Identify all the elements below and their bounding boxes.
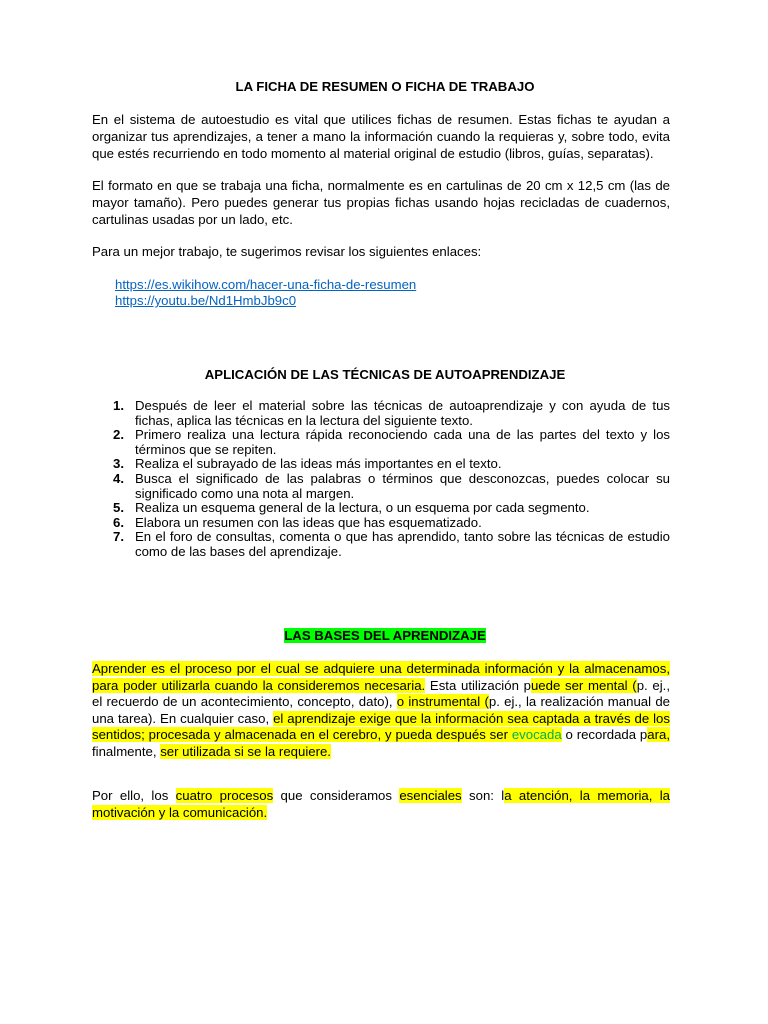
plain-text: son: l — [461, 788, 505, 803]
link-wikihow[interactable]: https://es.wikihow.com/hacer-una-ficha-de-resumen — [115, 277, 417, 292]
step-text: Después de leer el material sobre las técnicas de autoaprendizaje y con ayuda de tus fichas, aplica las técnicas en la lectura del siguiente texto. — [135, 398, 670, 428]
highlighted-text: sentidos; procesada y almacenada en el cerebro, y pueda después ser — [92, 727, 512, 743]
plain-text: que consideramos — [273, 788, 400, 803]
highlighted-text: a atención, la memoria, la — [504, 788, 671, 803]
steps-list — [92, 399, 670, 560]
highlighted-text: ara, — [647, 727, 670, 743]
highlighted-text: ser utilizada si se la requiere. — [160, 743, 331, 759]
green-highlighted-text: evocada — [511, 727, 562, 743]
bases-title-text: LAS BASES DEL APRENDIZAJE — [284, 628, 486, 643]
step-number: 7. — [113, 529, 124, 545]
plain-text: p. ej., la realización manual de — [488, 694, 670, 710]
step-number: 4. — [113, 470, 124, 486]
link-youtube[interactable]: https://youtu.be/Nd1HmbJb9c0 — [115, 293, 297, 308]
step-text: Realiza un esquema general de la lectura, o un esquema por cada segmento. — [135, 500, 590, 516]
list-item — [92, 472, 670, 501]
step-number: 2. — [113, 427, 124, 443]
plain-text: Esta utilización p — [425, 677, 531, 693]
section-title-aplicacion: APLICACIÓN DE LAS TÉCNICAS DE AUTOAPRENDIZAJE — [204, 367, 566, 382]
paragraph-line — [92, 727, 670, 744]
paragraph-line — [92, 744, 670, 761]
step-number: 3. — [113, 456, 124, 472]
plain-text: el recuerdo de un acontecimiento, concepto, dato), — [92, 694, 397, 710]
step-text: Realiza el subrayado de las ideas más importantes en el texto. — [135, 456, 502, 472]
links-list — [115, 277, 416, 309]
highlighted-text: para poder utilizarla cuando la consideremos necesaria. — [92, 677, 426, 693]
highlighted-text: o instrumental ( — [396, 694, 489, 710]
highlighted-text: uede ser mental ( — [530, 677, 637, 693]
paragraph-aprender — [92, 661, 670, 761]
plain-text: finalmente, — [92, 743, 161, 759]
step-text: En el foro de consultas, comenta o que has aprendido, tanto sobre las técnicas de estudio como de las bases del aprendizaje. — [135, 529, 670, 559]
step-text: Busca el significado de las palabras o términos que desconozcas, puedes colocar su significado como una nota al margen. — [135, 470, 670, 501]
highlighted-text: motivación y la comunicación. — [92, 805, 268, 820]
paragraph-line — [92, 787, 670, 804]
highlighted-text: el aprendizaje exige que la información sea captada a través de los — [273, 710, 670, 726]
step-text: Elabora un resumen con las ideas que has esquematizado. — [135, 514, 482, 530]
list-item — [92, 399, 670, 428]
list-item — [92, 501, 670, 516]
step-number: 6. — [113, 514, 124, 530]
step-text: Primero realiza una lectura rápida reconociendo cada una de las partes del texto y los términos que se repiten. — [135, 427, 670, 457]
paragraph-line — [92, 678, 670, 695]
list-item — [92, 457, 670, 472]
plain-text: o recordada p — [561, 727, 648, 743]
section-title-ficha: LA FICHA DE RESUMEN O FICHA DE TRABAJO — [235, 79, 535, 94]
plain-text: una tarea). En cualquier caso, — [92, 710, 274, 726]
paragraph-enlaces: Para un mejor trabajo, te sugerimos revisar los siguientes enlaces: — [92, 244, 482, 259]
paragraph-line — [92, 661, 670, 678]
paragraph-procesos — [92, 787, 670, 821]
plain-text: p. ej., — [636, 677, 670, 693]
list-item — [92, 516, 670, 531]
highlighted-text: esenciales — [399, 788, 462, 803]
highlighted-text: Aprender es el proceso por el cual se adquiere una determinada información y la almacenamos, — [92, 661, 670, 676]
step-number: 5. — [113, 500, 124, 516]
paragraph-formato: El formato en que se trabaja una ficha, normalmente es en cartulinas de 20 cm x 12,5 cm (las de mayor tamaño). Pero puedes generar tus propias fichas usando hojas recicladas de cuadernos, cartulinas usadas por un lado, etc. — [92, 178, 670, 227]
list-item — [92, 530, 670, 559]
highlighted-text: cuatro procesos — [175, 788, 274, 803]
plain-text: Por ello, los — [92, 788, 176, 803]
list-item — [92, 428, 670, 457]
paragraph-line — [92, 711, 670, 728]
paragraph-line — [92, 804, 670, 821]
section-title-bases — [92, 628, 678, 643]
paragraph-intro: En el sistema de autoestudio es vital que utilices fichas de resumen. Estas fichas te ayudan a organizar tus aprendizajes, a tener a mano la información cuando la requieras y, sobre todo, evita que estés recurriendo en todo momento al material original de estudio (libros, guías, separatas). — [92, 112, 670, 161]
paragraph-line — [92, 694, 670, 711]
step-number: 1. — [113, 398, 124, 413]
